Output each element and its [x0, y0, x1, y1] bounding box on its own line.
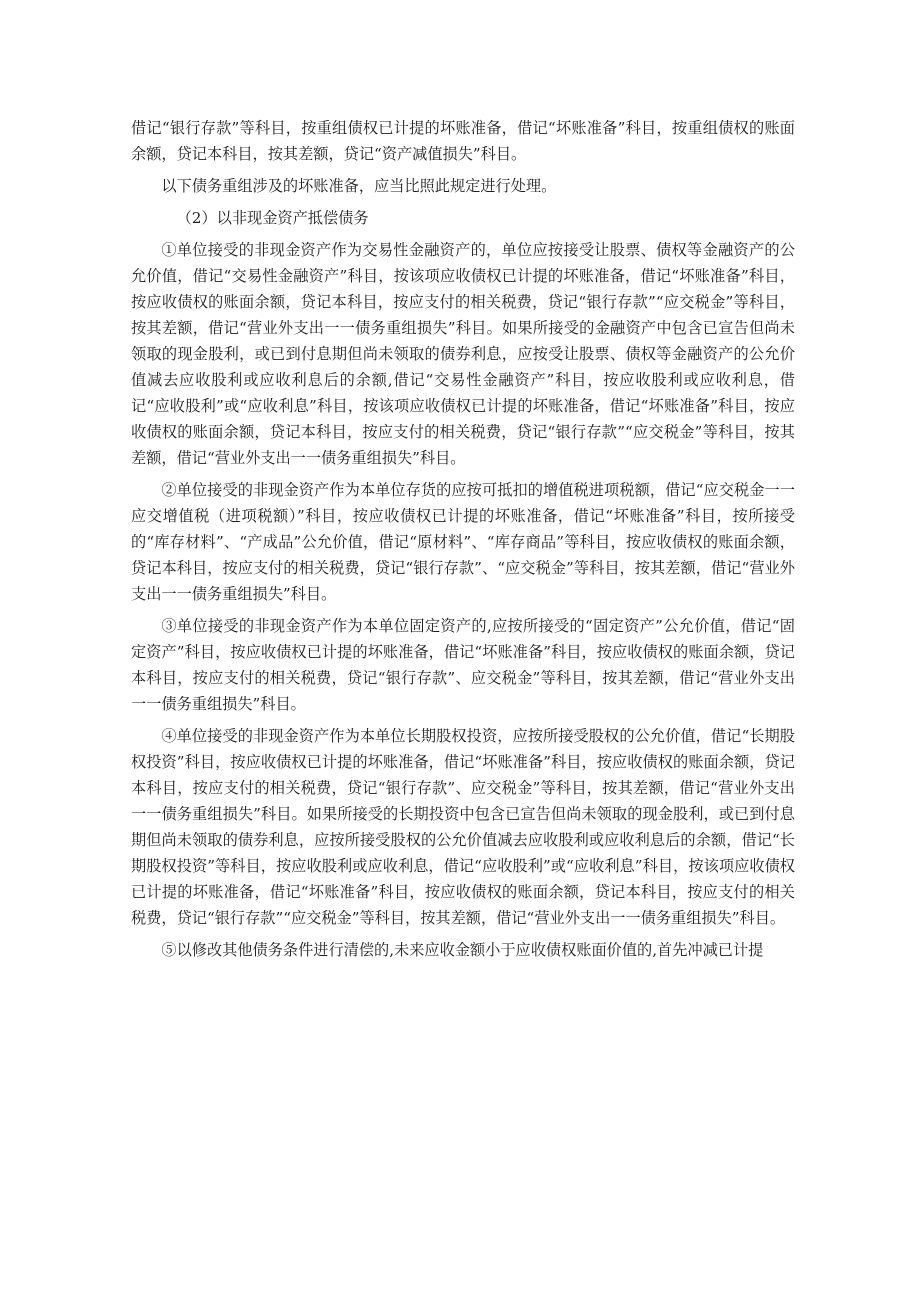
paragraph-item-1: ①单位接受的非现金资产作为交易性金融资产的，单位应按接受让股票、债权等金融资产的公允价值，借记“交易性金融资产”科目，按该项应收债权已计提的坏账准备，借记“坏账准备”科目，按应收债权的账面余额，贷记本科目，按应支付的相关税费，贷记“银行存款”“应交税金”等科目，按其差额，借记“营业外支出一一债务重组损失”科目。如果所接受的金融资产中包含已宣告但尚未领取的现金股利，或已到付息期但尚未领取的债券利息，应按受让股票、债权等金融资产的公允价值减去应收股利或应收利息后的余额,借记“交易性金融资产”科目，按应收股利或应收利息，借记“应收股利”或“应收利息”科目，按该项应收债权已计提的坏账准备，借记“坏账准备”科目，按应收债权的账面余额，贷记本科目，按应支付的相关税费，贷记“银行存款”“应交税金”等科目，按其差额，借记“营业外支出一一债务重组损失”科目。: [131, 241, 795, 467]
paragraph-note: 以下债务重组涉及的坏账准备，应当比照此规定进行处理。: [161, 177, 557, 195]
paragraph-item-4: ④单位接受的非现金资产作为本单位长期股权投资，应按所接受股权的公允价值，借记“长期股权投资”科目，按应收债权已计提的坏账准备，借记“坏账准备”科目，按应收债权的账面余额，贷记本科目，按应支付的相关税费，贷记“银行存款”、应交税金”等科目，按其差额，借记“营业外支出一一债务重组损失”科目。如果所接受的长期投资中包含已宣告但尚未领取的现金股利，或已到付息期但尚未领取的债券利息，应按所接受股权的公允价值减去应收股利或应收利息后的余额，借记“长期股权投资”等科目，按应收股利或应收利息，借记“应收股利”或“应收利息”科目，按该项应收债权已计提的坏账准备，借记“坏账准备”科目，按应收债权的账面余额，贷记本科目，按应支付的相关税费，贷记“银行存款”“应交税金”等科目，按其差额，借记“营业外支出一一债务重组损失”科目。: [131, 727, 795, 927]
paragraph-item-2: ②单位接受的非现金资产作为本单位存货的应按可抵扣的增值税进项税额，借记“应交税金一一应交增值税（进项税额）”科目，按应收债权已计提的坏账准备，借记“坏账准备”科目，按所接受的“库存材料”、“产成品”公允价值，借记“原材料”、“库存商品”等科目，按应收债权的账面余额，贷记本科目，按应支付的相关税费，贷记“银行存款”、“应交税金”等科目，按其差额，借记“营业外支出一一债务重组损失”科目。: [131, 481, 795, 603]
paragraph-item-5: ⑤以修改其他债务条件进行清偿的,未来应收金额小于应收债权账面价值的,首先冲减已计提: [161, 941, 764, 959]
paragraph-item-3: ③单位接受的非现金资产作为本单位固定资产的,应按所接受的“固定资产”公允价值，借记“固定资产”科目，按应收债权已计提的坏账准备，借记“坏账准备”科目，按应收债权的账面余额，贷记本科目，按应支付的相关税费，贷记“银行存款”、应交税金”等科目，按其差额，借记“营业外支出一一债务重组损失”科目。: [131, 617, 795, 713]
paragraph-continuation: 借记“银行存款”等科目，按重组债权已计提的坏账准备，借记“坏账准备”科目，按重组债权的账面余额，贷记本科目，按其差额，贷记“资产减值损失”科目。: [131, 119, 795, 163]
document-body: [131, 115, 795, 969]
section-heading: （2）以非现金资产抵偿债务: [176, 209, 369, 227]
